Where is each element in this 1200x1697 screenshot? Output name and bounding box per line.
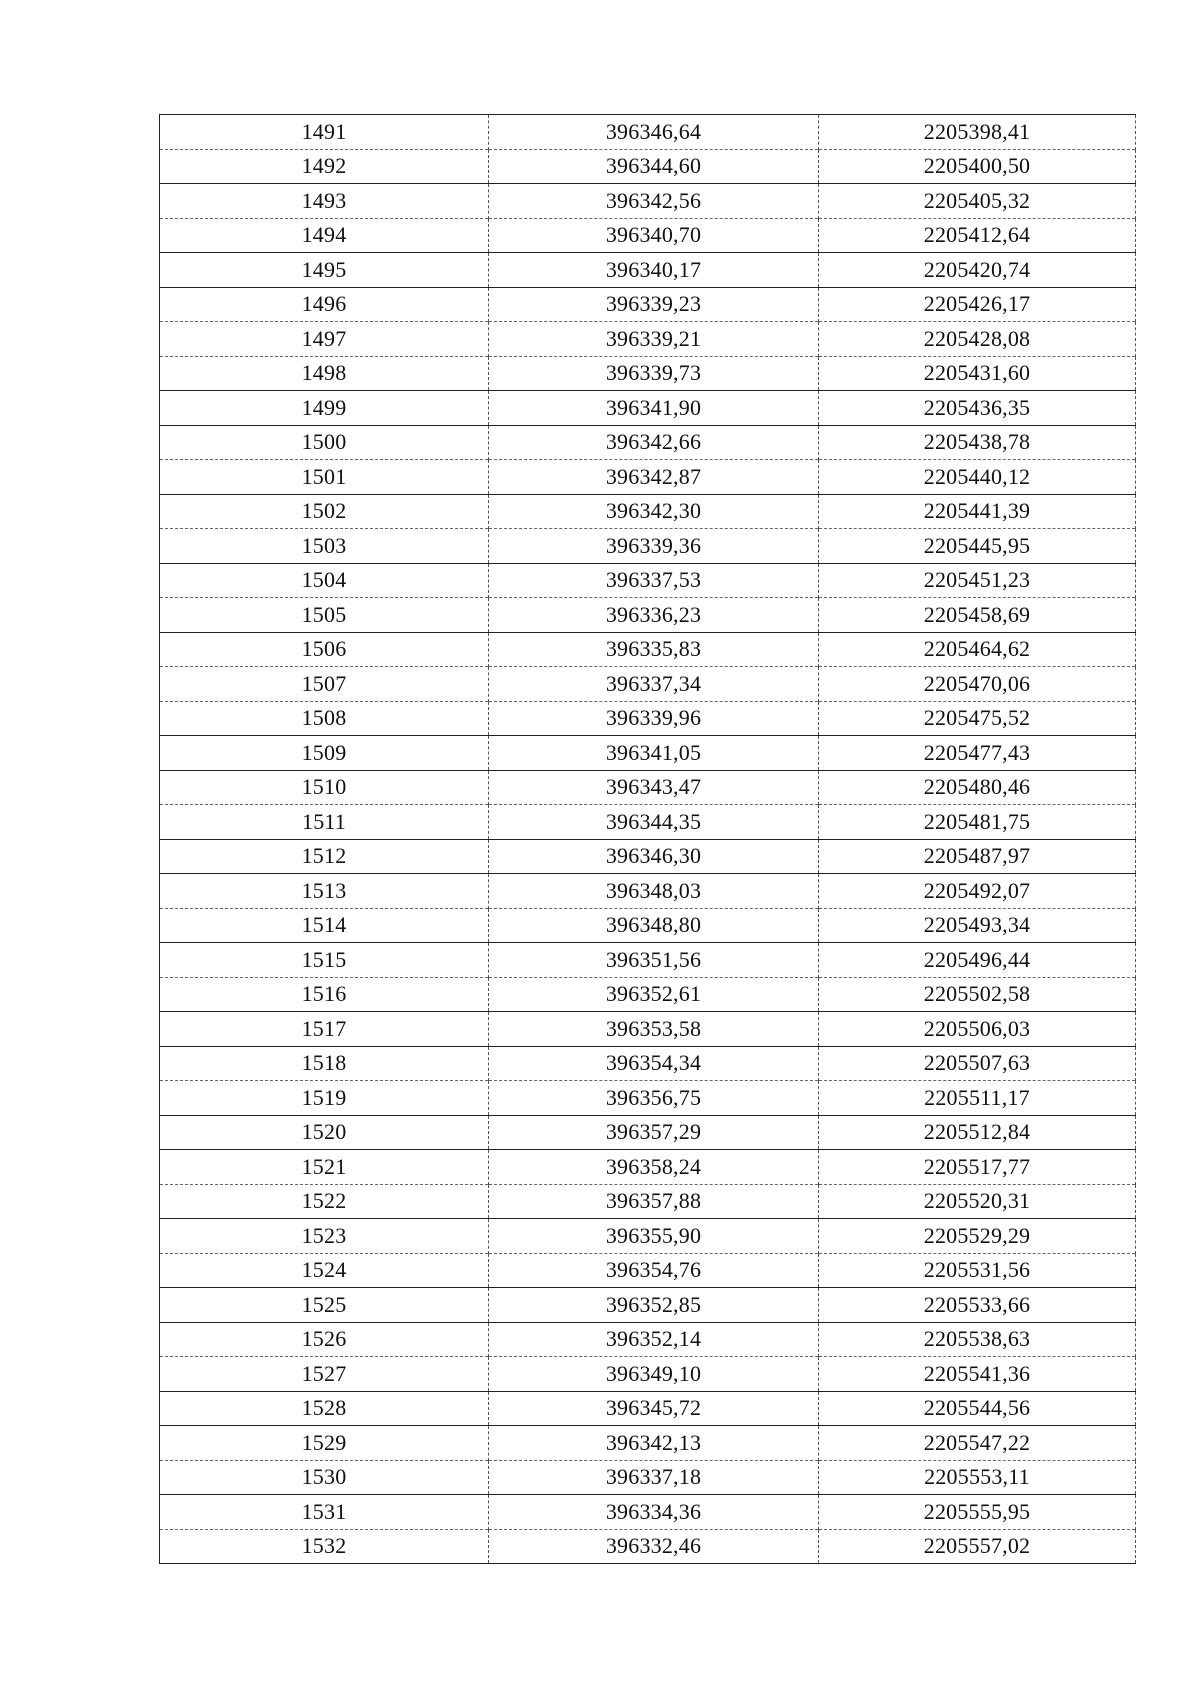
point-number-cell: 1499 bbox=[160, 391, 489, 426]
y-coordinate-cell: 2205458,69 bbox=[819, 598, 1136, 633]
table-row bbox=[160, 529, 1136, 564]
table-row bbox=[160, 770, 1136, 805]
x-coordinate-cell: 396352,61 bbox=[489, 977, 819, 1012]
x-coordinate-cell: 396342,30 bbox=[489, 494, 819, 529]
point-number-cell: 1507 bbox=[160, 667, 489, 702]
table-row bbox=[160, 1322, 1136, 1357]
point-number-cell: 1511 bbox=[160, 805, 489, 840]
point-number-cell: 1520 bbox=[160, 1115, 489, 1150]
point-number-cell: 1505 bbox=[160, 598, 489, 633]
y-coordinate-cell: 2205451,23 bbox=[819, 563, 1136, 598]
x-coordinate-cell: 396340,17 bbox=[489, 253, 819, 288]
point-number-cell: 1501 bbox=[160, 460, 489, 495]
x-coordinate-cell: 396342,87 bbox=[489, 460, 819, 495]
table-row bbox=[160, 1391, 1136, 1426]
point-number-cell: 1510 bbox=[160, 770, 489, 805]
point-number-cell: 1529 bbox=[160, 1426, 489, 1461]
y-coordinate-cell: 2205445,95 bbox=[819, 529, 1136, 564]
y-coordinate-cell: 2205400,50 bbox=[819, 149, 1136, 184]
point-number-cell: 1528 bbox=[160, 1391, 489, 1426]
y-coordinate-cell: 2205438,78 bbox=[819, 425, 1136, 460]
point-number-cell: 1493 bbox=[160, 184, 489, 219]
y-coordinate-cell: 2205502,58 bbox=[819, 977, 1136, 1012]
x-coordinate-cell: 396341,05 bbox=[489, 736, 819, 771]
x-coordinate-cell: 396339,36 bbox=[489, 529, 819, 564]
y-coordinate-cell: 2205481,75 bbox=[819, 805, 1136, 840]
point-number-cell: 1522 bbox=[160, 1184, 489, 1219]
x-coordinate-cell: 396339,96 bbox=[489, 701, 819, 736]
x-coordinate-cell: 396342,56 bbox=[489, 184, 819, 219]
y-coordinate-cell: 2205440,12 bbox=[819, 460, 1136, 495]
y-coordinate-cell: 2205475,52 bbox=[819, 701, 1136, 736]
table-row bbox=[160, 1426, 1136, 1461]
y-coordinate-cell: 2205531,56 bbox=[819, 1253, 1136, 1288]
x-coordinate-cell: 396346,30 bbox=[489, 839, 819, 874]
y-coordinate-cell: 2205398,41 bbox=[819, 115, 1136, 150]
point-number-cell: 1509 bbox=[160, 736, 489, 771]
table-row bbox=[160, 598, 1136, 633]
x-coordinate-cell: 396353,58 bbox=[489, 1012, 819, 1047]
y-coordinate-cell: 2205480,46 bbox=[819, 770, 1136, 805]
table-row bbox=[160, 391, 1136, 426]
x-coordinate-cell: 396336,23 bbox=[489, 598, 819, 633]
y-coordinate-cell: 2205517,77 bbox=[819, 1150, 1136, 1185]
table-row bbox=[160, 1495, 1136, 1530]
x-coordinate-cell: 396343,47 bbox=[489, 770, 819, 805]
table-row bbox=[160, 1219, 1136, 1254]
point-number-cell: 1517 bbox=[160, 1012, 489, 1047]
y-coordinate-cell: 2205533,66 bbox=[819, 1288, 1136, 1323]
point-number-cell: 1518 bbox=[160, 1046, 489, 1081]
y-coordinate-cell: 2205553,11 bbox=[819, 1460, 1136, 1495]
table-row bbox=[160, 1184, 1136, 1219]
y-coordinate-cell: 2205470,06 bbox=[819, 667, 1136, 702]
y-coordinate-cell: 2205426,17 bbox=[819, 287, 1136, 322]
table-row bbox=[160, 1357, 1136, 1392]
point-number-cell: 1525 bbox=[160, 1288, 489, 1323]
point-number-cell: 1531 bbox=[160, 1495, 489, 1530]
table-row bbox=[160, 1115, 1136, 1150]
x-coordinate-cell: 396357,29 bbox=[489, 1115, 819, 1150]
x-coordinate-cell: 396351,56 bbox=[489, 943, 819, 978]
table-row bbox=[160, 1046, 1136, 1081]
table-row bbox=[160, 736, 1136, 771]
y-coordinate-cell: 2205420,74 bbox=[819, 253, 1136, 288]
point-number-cell: 1504 bbox=[160, 563, 489, 598]
y-coordinate-cell: 2205492,07 bbox=[819, 874, 1136, 909]
table-row bbox=[160, 943, 1136, 978]
table-row bbox=[160, 805, 1136, 840]
point-number-cell: 1514 bbox=[160, 908, 489, 943]
y-coordinate-cell: 2205506,03 bbox=[819, 1012, 1136, 1047]
point-number-cell: 1508 bbox=[160, 701, 489, 736]
point-number-cell: 1497 bbox=[160, 322, 489, 357]
x-coordinate-cell: 396344,35 bbox=[489, 805, 819, 840]
x-coordinate-cell: 396354,76 bbox=[489, 1253, 819, 1288]
table-row bbox=[160, 908, 1136, 943]
point-number-cell: 1500 bbox=[160, 425, 489, 460]
point-number-cell: 1530 bbox=[160, 1460, 489, 1495]
table-row bbox=[160, 632, 1136, 667]
point-number-cell: 1506 bbox=[160, 632, 489, 667]
x-coordinate-cell: 396348,03 bbox=[489, 874, 819, 909]
point-number-cell: 1498 bbox=[160, 356, 489, 391]
y-coordinate-cell: 2205441,39 bbox=[819, 494, 1136, 529]
point-number-cell: 1495 bbox=[160, 253, 489, 288]
point-number-cell: 1513 bbox=[160, 874, 489, 909]
x-coordinate-cell: 396335,83 bbox=[489, 632, 819, 667]
point-number-cell: 1521 bbox=[160, 1150, 489, 1185]
y-coordinate-cell: 2205557,02 bbox=[819, 1529, 1136, 1564]
x-coordinate-cell: 396340,70 bbox=[489, 218, 819, 253]
point-number-cell: 1515 bbox=[160, 943, 489, 978]
point-number-cell: 1523 bbox=[160, 1219, 489, 1254]
y-coordinate-cell: 2205477,43 bbox=[819, 736, 1136, 771]
table-row bbox=[160, 218, 1136, 253]
x-coordinate-cell: 396337,18 bbox=[489, 1460, 819, 1495]
x-coordinate-cell: 396339,23 bbox=[489, 287, 819, 322]
table-row bbox=[160, 1012, 1136, 1047]
y-coordinate-cell: 2205487,97 bbox=[819, 839, 1136, 874]
table-row bbox=[160, 1150, 1136, 1185]
x-coordinate-cell: 396339,21 bbox=[489, 322, 819, 357]
y-coordinate-cell: 2205511,17 bbox=[819, 1081, 1136, 1116]
table-row bbox=[160, 287, 1136, 322]
table-row bbox=[160, 667, 1136, 702]
x-coordinate-cell: 396342,13 bbox=[489, 1426, 819, 1461]
x-coordinate-cell: 396332,46 bbox=[489, 1529, 819, 1564]
table-row bbox=[160, 149, 1136, 184]
x-coordinate-cell: 396334,36 bbox=[489, 1495, 819, 1530]
point-number-cell: 1512 bbox=[160, 839, 489, 874]
y-coordinate-cell: 2205512,84 bbox=[819, 1115, 1136, 1150]
y-coordinate-cell: 2205555,95 bbox=[819, 1495, 1136, 1530]
table-row bbox=[160, 839, 1136, 874]
point-number-cell: 1503 bbox=[160, 529, 489, 564]
point-number-cell: 1532 bbox=[160, 1529, 489, 1564]
point-number-cell: 1519 bbox=[160, 1081, 489, 1116]
x-coordinate-cell: 396352,14 bbox=[489, 1322, 819, 1357]
table-row bbox=[160, 1253, 1136, 1288]
y-coordinate-cell: 2205405,32 bbox=[819, 184, 1136, 219]
y-coordinate-cell: 2205436,35 bbox=[819, 391, 1136, 426]
x-coordinate-cell: 396342,66 bbox=[489, 425, 819, 460]
y-coordinate-cell: 2205464,62 bbox=[819, 632, 1136, 667]
y-coordinate-cell: 2205507,63 bbox=[819, 1046, 1136, 1081]
x-coordinate-cell: 396352,85 bbox=[489, 1288, 819, 1323]
point-number-cell: 1516 bbox=[160, 977, 489, 1012]
y-coordinate-cell: 2205538,63 bbox=[819, 1322, 1136, 1357]
x-coordinate-cell: 396344,60 bbox=[489, 149, 819, 184]
x-coordinate-cell: 396349,10 bbox=[489, 1357, 819, 1392]
x-coordinate-cell: 396356,75 bbox=[489, 1081, 819, 1116]
y-coordinate-cell: 2205496,44 bbox=[819, 943, 1136, 978]
y-coordinate-cell: 2205493,34 bbox=[819, 908, 1136, 943]
table-row bbox=[160, 356, 1136, 391]
point-number-cell: 1496 bbox=[160, 287, 489, 322]
table-row bbox=[160, 977, 1136, 1012]
x-coordinate-cell: 396358,24 bbox=[489, 1150, 819, 1185]
table-body bbox=[160, 115, 1136, 1564]
x-coordinate-cell: 396357,88 bbox=[489, 1184, 819, 1219]
coordinates-table bbox=[159, 114, 1136, 1564]
table-row bbox=[160, 874, 1136, 909]
point-number-cell: 1494 bbox=[160, 218, 489, 253]
table-row bbox=[160, 322, 1136, 357]
point-number-cell: 1492 bbox=[160, 149, 489, 184]
y-coordinate-cell: 2205529,29 bbox=[819, 1219, 1136, 1254]
point-number-cell: 1524 bbox=[160, 1253, 489, 1288]
x-coordinate-cell: 396345,72 bbox=[489, 1391, 819, 1426]
point-number-cell: 1491 bbox=[160, 115, 489, 150]
table-row bbox=[160, 494, 1136, 529]
table-row bbox=[160, 1460, 1136, 1495]
x-coordinate-cell: 396341,90 bbox=[489, 391, 819, 426]
table-row bbox=[160, 701, 1136, 736]
y-coordinate-cell: 2205428,08 bbox=[819, 322, 1136, 357]
x-coordinate-cell: 396337,53 bbox=[489, 563, 819, 598]
table-row bbox=[160, 253, 1136, 288]
table-row bbox=[160, 425, 1136, 460]
x-coordinate-cell: 396348,80 bbox=[489, 908, 819, 943]
x-coordinate-cell: 396354,34 bbox=[489, 1046, 819, 1081]
table-row bbox=[160, 563, 1136, 598]
point-number-cell: 1527 bbox=[160, 1357, 489, 1392]
table-row bbox=[160, 184, 1136, 219]
y-coordinate-cell: 2205547,22 bbox=[819, 1426, 1136, 1461]
y-coordinate-cell: 2205544,56 bbox=[819, 1391, 1136, 1426]
point-number-cell: 1502 bbox=[160, 494, 489, 529]
x-coordinate-cell: 396355,90 bbox=[489, 1219, 819, 1254]
y-coordinate-cell: 2205431,60 bbox=[819, 356, 1136, 391]
y-coordinate-cell: 2205412,64 bbox=[819, 218, 1136, 253]
x-coordinate-cell: 396339,73 bbox=[489, 356, 819, 391]
point-number-cell: 1526 bbox=[160, 1322, 489, 1357]
table-row bbox=[160, 1081, 1136, 1116]
table-row bbox=[160, 1529, 1136, 1564]
table-row bbox=[160, 460, 1136, 495]
x-coordinate-cell: 396346,64 bbox=[489, 115, 819, 150]
y-coordinate-cell: 2205541,36 bbox=[819, 1357, 1136, 1392]
table-row bbox=[160, 1288, 1136, 1323]
y-coordinate-cell: 2205520,31 bbox=[819, 1184, 1136, 1219]
x-coordinate-cell: 396337,34 bbox=[489, 667, 819, 702]
table-row bbox=[160, 115, 1136, 150]
